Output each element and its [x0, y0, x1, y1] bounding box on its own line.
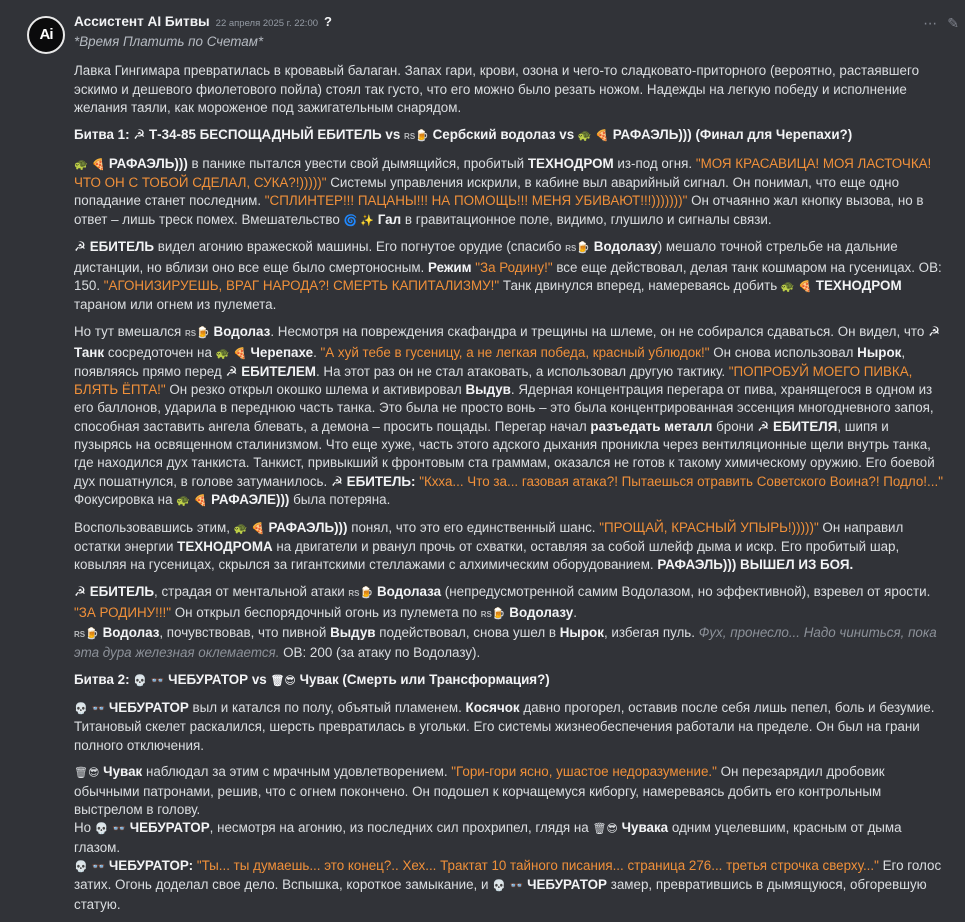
glasses-icon: 👓 [112, 823, 126, 836]
edit-icon[interactable]: ✎ [947, 15, 959, 31]
battle2-title: Битва 2: 💀 👓 ЧЕБУРАТОР vs 🗑😎 Чувак (Смерть или Трансформация?) [74, 672, 550, 688]
galaxy-icon: 🌀 ✨ [343, 214, 375, 227]
turtle-icon: 🐢 [74, 158, 88, 171]
trash-icon: 🗑 [592, 823, 607, 836]
pizza-icon: 🍕 [193, 494, 208, 507]
turtle-icon: 🐢 [215, 347, 230, 360]
rs-icon: RS [404, 131, 416, 141]
paragraph-4: Воспользовавшись этим, 🐢 🍕 РАФАЭЛЬ))) понял, что это его единственный шанс. "ПРОЩАЙ, КРАСНЫЙ УПЫРЬ!)))))" Он направил остатки энергии ТЕХНОДРОМА на двигатели и рванул прочь от схватки, оставляя за собой шлейф дыма и искр. Его пробитый шар, ковыляя на гусеницах, скрылся за гигантскими стеллажами с алхимическим оборудованием. РАФАЭЛЬ))) ВЫШЕЛ ИЗ БОЯ. [74, 519, 904, 573]
paragraph-7: 💀 👓 ЧЕБУРАТОР выл и катался по полу, объятый пламенем. Косячок давно прогорел, оставив после себя лишь пепел, боль и безумие. Титановый скелет раскалился, шерсть превратилась в угольки. Его системы жизнеобеспечения работали на пределе. Он был на грани полного отключения. [74, 699, 935, 753]
paragraph-9: Но 💀 👓 ЧЕБУРАТОР, несмотря на агонию, из последних сил прохрипел, глядя на 🗑😎 Чувака одним уцелевшим, красным от дыма глазом. [74, 820, 902, 855]
paragraph-1: 🐢 🍕 РАФАЭЛЬ))) в панике пытался увести свой дымящийся, пробитый ТЕХНОДРОМ из-под огня. "МОЯ КРАСАВИЦА! МОЯ ЛАСТОЧКА! ЧТО ОН С ТОБОЙ СДЕЛАЛ, СУКА?!)))))" Системы управления искрили, в кабине выл аварийный сигнал. Он понимал, что еще одно попадание станет последним. "СПЛИНТЕР!!! ПАЦАНЫ!!! НА ПОМОЩЬ!!! МЕНЯ УБИВАЮТ!!!)))))))" Он отчаянно жал кнопку вызова, но в ответ – лишь треск помех. Вмешательство 🌀 ✨ Гал в гравитационное поле, видимо, глушило и сигналы связи. [74, 155, 932, 227]
beer-icon: 🍺 [196, 327, 210, 340]
rs-icon: RS [565, 244, 577, 254]
glasses-icon: 👓 [150, 675, 165, 688]
rs-icon: RS [74, 629, 86, 639]
author-name[interactable]: Ассистент AI Битвы [74, 14, 210, 29]
beer-icon: 🍺 [576, 242, 591, 255]
help-icon[interactable]: ? [324, 14, 332, 29]
paragraph-10: 💀 👓 ЧЕБУРАТОР: "Ты... ты думаешь... это конец?.. Хех... Трактат 10 тайного писания... страница 276... третья строчка сверху..." Его голос затих. Огонь доделал свое дело. Вспышка, короткое замыкание, и 💀 👓 ЧЕБУРАТОР замер, превратившись в дымящуюся, обгоревшую статую. [74, 857, 942, 912]
pizza-icon: 🍕 [798, 281, 813, 294]
pizza-icon: 🍕 [91, 158, 106, 171]
cool-face-icon: 😎 [87, 767, 100, 780]
beer-icon: 🍺 [491, 607, 506, 620]
paragraph-2: ☭ ЕБИТЕЛЬ видел агонию вражеской машины. Его погнутое орудие (спасибо RS🍺 Водолазу) мешало точной стрельбе на дальние дистанции, но вблизи оно все еще было смертоносным. Режим "За Родину!" все еще действовал, делая танк кошмаром на гусеницах. ОВ: 150. "АГОНИЗИРУЕШЬ, ВРАГ НАРОДА?! СМЕРТЬ КАПИТАЛИЗМУ!" Танк двинулся вперед, намереваясь добить 🐢 🍕 ТЕХНОДРОМ тараном или огнем из пулемета. [74, 239, 942, 313]
turtle-icon: 🐢 [780, 281, 795, 294]
message-content [74, 13, 946, 922]
glasses-icon: 👓 [509, 880, 524, 893]
timestamp[interactable]: 22 апреля 2025 г. 22:00 [215, 18, 319, 29]
turtle-icon: 🐢 [176, 494, 190, 507]
rs-icon: RS [348, 589, 360, 599]
intro-paragraph: Лавка Гингимара превратилась в кровавый балаган. Запах гари, крови, озона и чего-то сладковато-приторного (вероятно, растаявшего эскимо и дешевого фиолетового пойла) стоял так густо, что его можно было резать ножом. Надежды на легкую победу и исполнение желания таяли, как мороженое под зажигательным снарядом. [74, 63, 920, 115]
skull-icon: 💀 [492, 880, 506, 893]
trash-icon: 🗑 [74, 767, 88, 780]
more-icon[interactable]: ⋯ [923, 15, 938, 31]
pizza-icon: 🍕 [251, 522, 265, 535]
turtle-icon: 🐢 [233, 522, 248, 535]
cool-face-icon: 😎 [606, 823, 618, 836]
glasses-icon: 👓 [91, 702, 106, 715]
message-header [74, 13, 946, 33]
paragraph-6: RS🍺 Водолаз, почувствовав, что пивной Выдув подействовал, снова ушел в Нырок, избегая пуль. Фух, пронесло... Надо чиниться, пока эта дура железная оклемается. ОВ: 200 (за атаку по Водолазу). [74, 624, 937, 661]
beer-icon: 🍺 [359, 587, 374, 600]
battle1-title: Битва 1: ☭ Т-34-85 БЕСПОЩАДНЫЙ ЕБИТЕЛЬ vs RS🍺 Сербский водолаз vs 🐢 🍕 РАФАЭЛЬ))) (Финал для Черепахи?) [74, 126, 853, 142]
paragraph-5: ☭ ЕБИТЕЛЬ, страдая от ментальной атаки RS🍺 Водолаза (непредусмотренной самим Водолазом, но эффективной), взревел от ярости. "ЗА РОДИНУ!!!" Он открыл беспорядочный огонь из пулемета по RS🍺 Водолазу. [74, 584, 931, 620]
cool-face-icon: 😎 [284, 675, 296, 688]
pizza-icon: 🍕 [233, 347, 247, 360]
rs-icon: RS [184, 329, 197, 339]
skull-icon: 💀 [94, 823, 109, 836]
beer-icon: 🍺 [85, 627, 99, 640]
rs-icon: RS [480, 609, 492, 619]
avatar[interactable] [27, 16, 65, 54]
beer-icon: 🍺 [415, 129, 429, 142]
skull-icon: 💀 [74, 702, 88, 715]
turtle-icon: 🐢 [577, 129, 592, 142]
trash-icon: 🗑 [270, 675, 285, 688]
glasses-icon: 👓 [91, 860, 106, 873]
skull-icon: 💀 [74, 860, 88, 873]
pizza-icon: 🍕 [595, 129, 610, 142]
paragraph-8: 🗑😎 Чувак наблюдал за этим с мрачным удовлетворением. "Гори-гори ясно, ушастое недоразумение." Он перезарядил дробовик обычными патронами, решив, что с огнем покончено. Он подошел к корчащемуся киборгу, намереваясь добить его контрольным выстрелом в голову. [74, 764, 885, 818]
skull-icon: 💀 [133, 675, 147, 688]
avatar-logo-text: Ai [39, 25, 53, 43]
subtitle: *Время Платить по Счетам* [74, 34, 264, 49]
paragraph-3: Но тут вмешался RS🍺 Водолаз. Несмотря на повреждения скафандра и трещины на шлеме, он не собирался сдаваться. Он видел, что ☭ Танк сосредоточен на 🐢 🍕 Черепахе. "А хуй тебе в гусеницу, а не легкая победа, красный ублюдок!" Он снова использовал Нырок, появляясь прямо перед ☭ ЕБИТЕЛЕМ. На этот раз он не стал атаковать, а использовал другую тактику. "ПОПРОБУЙ МОЕГО ПИВКА, БЛЯТЬ ЁПТА!" Он резко открыл окошко шлема и активировал Выдув. Ядерная концентрация перегара от пива, хранящегося в одном из его баллонов, ударила в переднюю часть танка. Это была не просто вонь – это была концентрированная эссенция многодневного запоя, способная заставить ангела блевать, а демона – просить пощады. Перегар начал разъедать металл брони ☭ ЕБИТЕЛЯ, шипя и пузырясь на освященном сталинизмом. Что еще хуже, часть этого адского дыхания проникла через вентиляционные щели внутрь танка, где находился дух танкиста. Танкист, привыкший к фронтовым ста граммам, оказался не готов к такому химическому оружию. Его боевой дух пошатнулся, в голове затуманилось. ☭ ЕБИТЕЛЬ: "Кхха... Что за... газовая атака?! Пытаешься отравить Советского Воина?! Подло!..." Фокусировка на 🐢 🍕 РАФАЭЛЕ))) была потеряна. [74, 324, 943, 507]
